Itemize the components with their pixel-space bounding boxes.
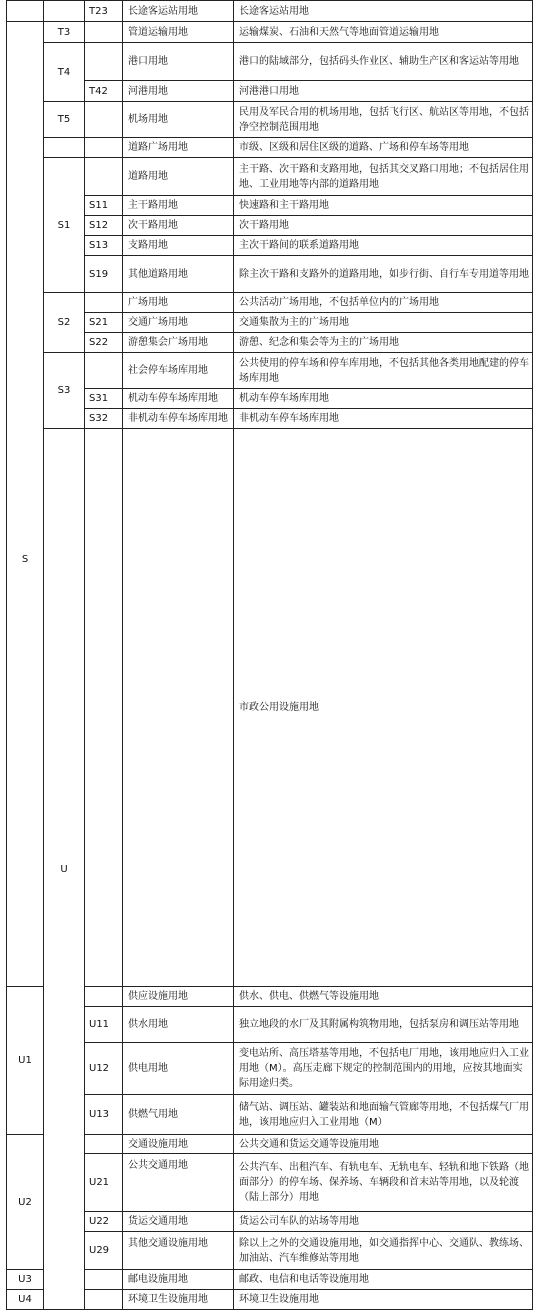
category-content: 机动车停车场库用地 <box>234 389 533 409</box>
sub-class-code: S32 <box>85 409 123 429</box>
category-name: 道路用地 <box>123 158 234 196</box>
sub-class-cell <box>85 102 123 138</box>
category-content: 快速路和主干路用地 <box>234 196 533 216</box>
category-content: 变电站所、高压塔基等用地，不包括电厂用地，该用地应归入工业用地（M）。高压走廊下规定的控制范围内的用地，应按其地面实际用途归类。 <box>234 1043 533 1095</box>
sub-class-cell <box>85 353 123 389</box>
category-name: 交通设施用地 <box>123 1135 234 1154</box>
category-name: 供水用地 <box>123 1007 234 1043</box>
mid-class-code: U4 <box>7 1290 44 1310</box>
category-name: 机场用地 <box>123 102 234 138</box>
category-name: 交通广场用地 <box>123 313 234 333</box>
category-name: 货运交通用地 <box>123 1212 234 1232</box>
sub-class-code: S22 <box>85 333 123 353</box>
category-content: 港口的陆域部分，包括码头作业区、辅助生产区和客运站等用地 <box>234 43 533 81</box>
category-content: 除主次干路和支路外的道路用地，如步行街、自行车专用道等用地 <box>234 256 533 293</box>
table-row <box>7 81 533 102</box>
mid-class-cell <box>85 429 123 987</box>
category-content: 主干路、次干路和支路用地，包括其交叉路口用地；不包括居住用地、工业用地等内部的道路用地 <box>234 158 533 196</box>
land-use-table-page <box>6 0 533 1310</box>
table-row <box>7 1095 533 1135</box>
table-row <box>7 293 533 313</box>
table-row <box>7 158 533 196</box>
sub-class-cell <box>85 1270 123 1290</box>
mid-class-code: U2 <box>7 1135 44 1270</box>
mid-class-code: U1 <box>7 987 44 1135</box>
category-name: 其他道路用地 <box>123 256 234 293</box>
mid-class-code: S1 <box>44 158 85 293</box>
category-content: 民用及军民合用的机场用地，包括飞行区、航站区等用地，不包括净空控制范围用地 <box>234 102 533 138</box>
major-class-code: U <box>44 429 85 1310</box>
table-row <box>7 256 533 293</box>
category-content: 游憩、纪念和集会等为主的广场用地 <box>234 333 533 353</box>
category-content: 独立地段的水厂及其附属构筑物用地，包括泵房和调压站等用地 <box>234 1007 533 1043</box>
category-content: 河港港口用地 <box>234 81 533 102</box>
category-content: 货运公司车队的站场等用地 <box>234 1212 533 1232</box>
sub-class-cell <box>85 293 123 313</box>
category-name: 港口用地 <box>123 43 234 81</box>
table-row <box>7 409 533 429</box>
table-row <box>7 1007 533 1043</box>
category-content: 供水、供电、供燃气等设施用地 <box>234 987 533 1007</box>
table-row <box>7 138 533 158</box>
land-use-classification-table <box>6 0 533 1310</box>
category-content: 邮政、电信和电话等设施用地 <box>234 1270 533 1290</box>
sub-class-cell <box>85 1135 123 1154</box>
mid-class-code: S2 <box>44 293 85 353</box>
mid-class-code: S3 <box>44 353 85 429</box>
mid-class-code: T3 <box>44 22 85 43</box>
sub-class-cell <box>85 1290 123 1310</box>
sub-class-code: U21 <box>85 1154 123 1212</box>
category-content: 交通集散为主的广场用地 <box>234 313 533 333</box>
category-content: 次干路用地 <box>234 216 533 236</box>
table-row <box>7 333 533 353</box>
category-name: 道路广场用地 <box>123 138 234 158</box>
mid-class-code: T4 <box>44 43 85 102</box>
sub-class-cell <box>85 43 123 81</box>
category-content: 公共使用的停车场和停车库用地，不包括其他各类用地配建的停车场库用地 <box>234 353 533 389</box>
sub-class-code: S21 <box>85 313 123 333</box>
sub-class-code: T23 <box>85 1 123 22</box>
sub-class-cell <box>85 22 123 43</box>
sub-class-code: U12 <box>85 1043 123 1095</box>
category-name: 广场用地 <box>123 293 234 313</box>
sub-class-code: S11 <box>85 196 123 216</box>
table-row <box>7 353 533 389</box>
sub-class-code: S19 <box>85 256 123 293</box>
category-name: 长途客运站用地 <box>123 1 234 22</box>
sub-class-code: U13 <box>85 1095 123 1135</box>
category-content: 公共活动广场用地，不包括单位内的广场用地 <box>234 293 533 313</box>
category-name: 市政公用设施用地 <box>234 429 533 987</box>
category-content: 运输煤炭、石油和天然气等地面管道运输用地 <box>234 22 533 43</box>
table-row <box>7 313 533 333</box>
category-name: 社会停车场库用地 <box>123 353 234 389</box>
category-name: 供应设施用地 <box>123 987 234 1007</box>
table-row <box>7 389 533 409</box>
table-row <box>7 216 533 236</box>
table-row <box>7 1154 533 1212</box>
category-name: 管道运输用地 <box>123 22 234 43</box>
category-name: 供燃气用地 <box>123 1095 234 1135</box>
major-class-code: S <box>7 22 44 987</box>
category-content: 环境卫生设施用地 <box>234 1290 533 1310</box>
table-row <box>7 987 533 1007</box>
table-row <box>7 1232 533 1270</box>
category-content: 主次干路间的联系道路用地 <box>234 236 533 256</box>
category-name: 河港用地 <box>123 81 234 102</box>
category-name: 机动车停车场库用地 <box>123 389 234 409</box>
sub-class-code: T42 <box>85 81 123 102</box>
sub-class-cell <box>85 987 123 1007</box>
category-content: 公共汽车、出租汽车、有轨电车、无轨电车、轻轨和地下铁路（地面部分）的停车场、保养场、车辆段和首末站等用地，以及轮渡（陆上部分）用地 <box>234 1154 533 1212</box>
table-row <box>7 1212 533 1232</box>
category-name: 支路用地 <box>123 236 234 256</box>
mid-class-code: U3 <box>7 1270 44 1290</box>
category-name: 供电用地 <box>123 1043 234 1095</box>
sub-class-code: U11 <box>85 1007 123 1043</box>
category-content: 除以上之外的交通设施用地，如交通指挥中心、交通队、教练场、加油站、汽车维修站等用地 <box>234 1232 533 1270</box>
category-content: 储气站、调压站、罐装站和地面输气管廊等用地，不包括煤气厂用地，该用地应归入工业用地（M） <box>234 1095 533 1135</box>
mid-class-code: T5 <box>44 102 85 138</box>
sub-class-cell <box>85 158 123 196</box>
table-row <box>7 196 533 216</box>
sub-class-code: S31 <box>85 389 123 409</box>
table-row <box>7 102 533 138</box>
category-content: 市级、区级和居住区级的道路、广场和停车场等用地 <box>234 138 533 158</box>
table-row <box>7 1 533 22</box>
table-row <box>7 1043 533 1095</box>
sub-class-code: S13 <box>85 236 123 256</box>
category-content: 非机动车停车场库用地 <box>234 409 533 429</box>
category-name: 主干路用地 <box>123 196 234 216</box>
category-name: 环境卫生设施用地 <box>123 1290 234 1310</box>
table-row <box>7 22 533 43</box>
major-class-cell <box>7 1 44 22</box>
mid-class-cell <box>44 1 85 22</box>
mid-class-cell <box>44 138 85 158</box>
table-row <box>7 43 533 81</box>
category-name: 非机动车停车场库用地 <box>123 409 234 429</box>
table-row <box>7 1290 533 1310</box>
table-row <box>7 1270 533 1290</box>
category-name: 邮电设施用地 <box>123 1270 234 1290</box>
category-name: 次干路用地 <box>123 216 234 236</box>
category-content: 公共交通和货运交通等设施用地 <box>234 1135 533 1154</box>
table-row <box>7 236 533 256</box>
category-name: 其他交通设施用地 <box>123 1232 234 1270</box>
sub-class-cell <box>123 429 234 987</box>
table-row <box>7 1135 533 1154</box>
sub-class-cell <box>85 138 123 158</box>
category-content: 长途客运站用地 <box>234 1 533 22</box>
sub-class-code: U22 <box>85 1212 123 1232</box>
category-name: 游憩集会广场用地 <box>123 333 234 353</box>
category-name: 公共交通用地 <box>123 1154 234 1212</box>
sub-class-code: U29 <box>85 1232 123 1270</box>
sub-class-code: S12 <box>85 216 123 236</box>
table-row <box>7 429 533 987</box>
